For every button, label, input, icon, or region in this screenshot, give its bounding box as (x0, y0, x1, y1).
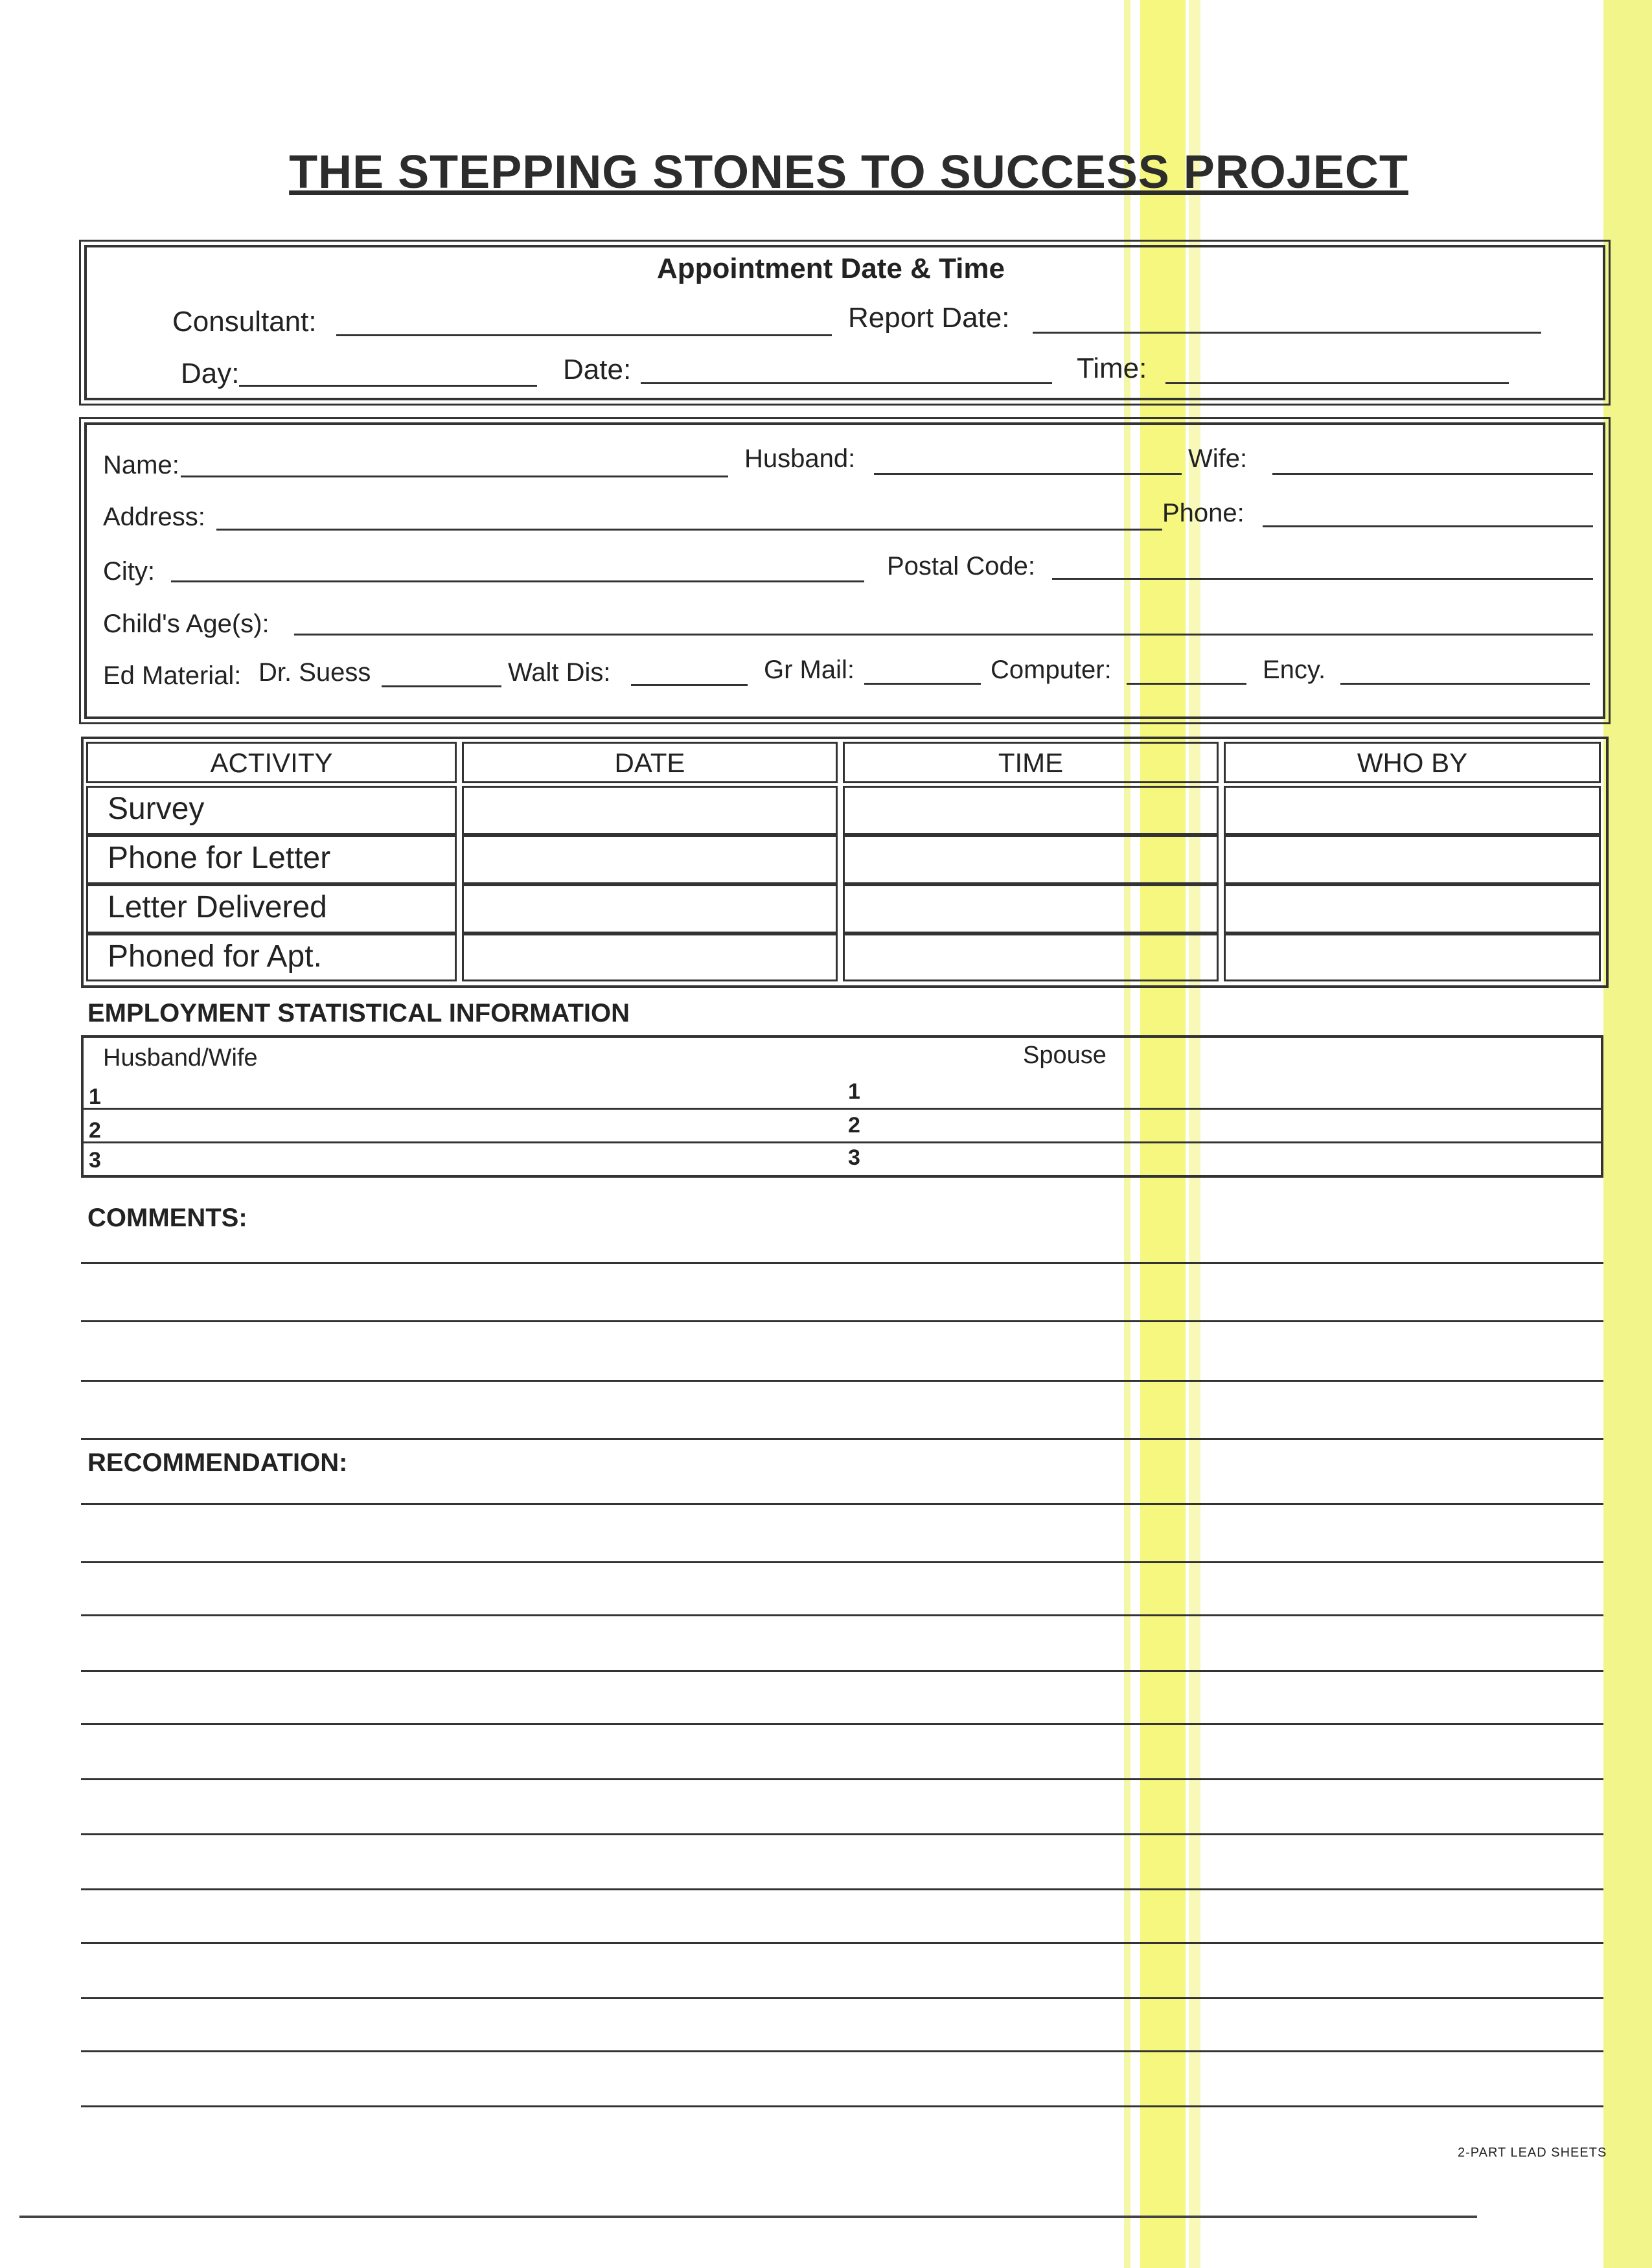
employment-right-number: 2 (848, 1113, 860, 1138)
time-label: Time: (1077, 352, 1147, 384)
recommendation-line[interactable] (81, 1942, 1603, 1944)
recommendation-line[interactable] (81, 1778, 1603, 1780)
husband-label: Husband: (744, 444, 856, 473)
time-cell[interactable] (843, 934, 1219, 981)
page-edge-line (19, 2216, 1477, 2218)
employment-right-number: 1 (848, 1079, 860, 1104)
who-by-cell[interactable] (1224, 786, 1601, 835)
who-by-header: WHO BY (1224, 742, 1601, 783)
appointment-heading: Appointment Date & Time (657, 253, 1005, 284)
activity-row-label: Phone for Letter (86, 835, 457, 884)
name-label: Name: (103, 451, 179, 479)
childs-ages-field[interactable] (294, 634, 1593, 636)
address-field[interactable] (216, 529, 1162, 531)
ency-label: Ency. (1263, 656, 1326, 684)
employment-left-number: 1 (89, 1084, 101, 1109)
appointment-section (84, 245, 1605, 400)
wife-label: Wife: (1188, 444, 1248, 473)
consultant-label: Consultant: (172, 306, 317, 338)
who-by-cell[interactable] (1224, 934, 1601, 981)
walt-dis-label: Walt Dis: (508, 658, 611, 687)
recommendation-line[interactable] (81, 1614, 1603, 1616)
city-label: City: (103, 557, 155, 586)
time-cell[interactable] (843, 786, 1219, 835)
date-cell[interactable] (462, 934, 838, 981)
yellow-stripe (1603, 0, 1652, 2268)
postal-code-label: Postal Code: (887, 552, 1036, 580)
date-label: Date: (563, 354, 632, 385)
time-field[interactable] (1165, 382, 1509, 384)
recommendation-line[interactable] (81, 1833, 1603, 1835)
ency-field[interactable] (1340, 683, 1590, 685)
footer-label: 2-PART LEAD SHEETS (1458, 2146, 1607, 2160)
activity-row-label: Letter Delivered (86, 884, 457, 934)
wife-field[interactable] (1272, 473, 1593, 475)
date-cell[interactable] (462, 786, 838, 835)
contact-section (84, 422, 1605, 719)
employment-line-1[interactable] (84, 1108, 1601, 1110)
employment-title: EMPLOYMENT STATISTICAL INFORMATION (87, 999, 630, 1027)
time-cell[interactable] (843, 835, 1219, 884)
recommendation-line[interactable] (81, 1723, 1603, 1725)
walt-dis-field[interactable] (631, 684, 748, 686)
time-cell[interactable] (843, 884, 1219, 934)
phone-label: Phone: (1162, 499, 1245, 527)
childs-ages-label: Child's Age(s): (103, 610, 270, 638)
dr-suess-field[interactable] (382, 685, 501, 687)
comments-line[interactable] (81, 1380, 1603, 1382)
page-title: THE STEPPING STONES TO SUCCESS PROJECT (289, 146, 1408, 198)
activity-header: ACTIVITY (86, 742, 457, 783)
report-date-label: Report Date: (848, 302, 1010, 334)
employment-left-number: 2 (89, 1118, 101, 1143)
consultant-field[interactable] (336, 334, 832, 336)
comments-line[interactable] (81, 1320, 1603, 1322)
date-cell[interactable] (462, 835, 838, 884)
date-field[interactable] (641, 382, 1052, 384)
dr-suess-label: Dr. Suess (258, 658, 371, 687)
computer-label: Computer: (991, 656, 1112, 684)
employment-right-number: 3 (848, 1145, 860, 1170)
activity-table (81, 737, 1609, 988)
recommendation-line[interactable] (81, 1561, 1603, 1563)
city-field[interactable] (171, 580, 864, 582)
who-by-cell[interactable] (1224, 884, 1601, 934)
recommendation-line[interactable] (81, 1888, 1603, 1890)
computer-field[interactable] (1127, 683, 1246, 685)
date-header: DATE (462, 742, 838, 783)
employment-left-number: 3 (89, 1148, 101, 1173)
time-header: TIME (843, 742, 1219, 783)
recommendation-line[interactable] (81, 2105, 1603, 2107)
comments-label: COMMENTS: (87, 1204, 247, 1232)
ed-material-label: Ed Material: (103, 661, 242, 690)
recommendation-line[interactable] (81, 2050, 1603, 2052)
recommendation-line[interactable] (81, 1997, 1603, 1999)
comments-line[interactable] (81, 1262, 1603, 1264)
employment-table (81, 1035, 1603, 1178)
recommendation-label: RECOMMENDATION: (87, 1449, 348, 1477)
day-field[interactable] (239, 385, 537, 387)
postal-code-field[interactable] (1052, 578, 1593, 580)
gr-mail-field[interactable] (864, 683, 981, 685)
spouse-header: Spouse (1023, 1042, 1107, 1069)
date-cell[interactable] (462, 884, 838, 934)
who-by-cell[interactable] (1224, 835, 1601, 884)
address-label: Address: (103, 503, 205, 531)
report-date-field[interactable] (1033, 332, 1541, 334)
employment-line-2[interactable] (84, 1141, 1601, 1143)
activity-row-label: Phoned for Apt. (86, 934, 457, 981)
day-label: Day: (181, 358, 240, 389)
activity-row-label: Survey (86, 786, 457, 835)
recommendation-line[interactable] (81, 1670, 1603, 1672)
name-field[interactable] (181, 475, 728, 477)
phone-field[interactable] (1263, 525, 1593, 527)
husband-field[interactable] (874, 473, 1182, 475)
gr-mail-label: Gr Mail: (764, 656, 855, 684)
comments-line[interactable] (81, 1438, 1603, 1440)
husband-wife-header: Husband/Wife (103, 1044, 258, 1071)
recommendation-line[interactable] (81, 1503, 1603, 1505)
